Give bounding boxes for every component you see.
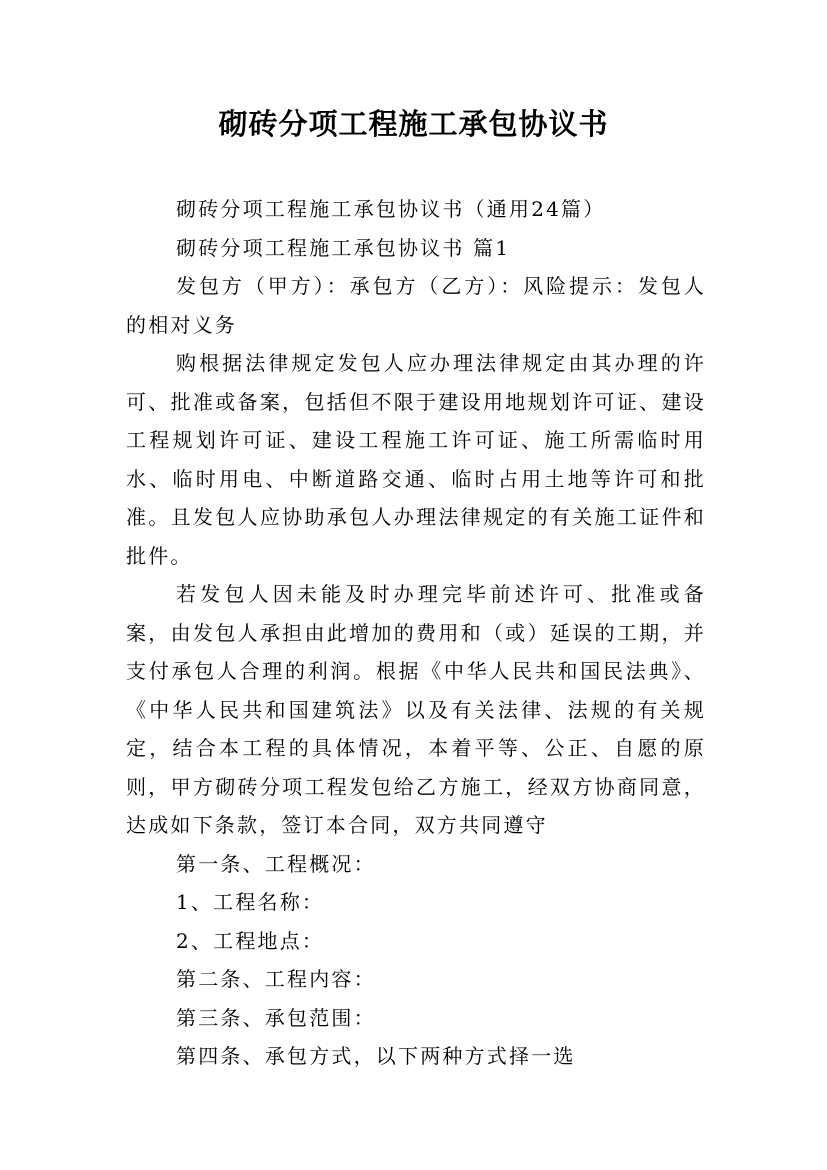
paragraph-subtitle: 砌砖分项工程施工承包协议书（通用24篇） — [176, 197, 606, 221]
project-name-item: 1、工程名称： — [176, 890, 325, 914]
article-4-heading: 第四条、承包方式，以下两种方式择一选 — [176, 1044, 576, 1068]
project-location-item: 2、工程地点： — [176, 928, 325, 953]
paragraph-liability: 若发包人因未能及时办理完毕前述许可、批准或备案，由发包人承担由此增加的费用和（或）延误的工期，并支付承包人合理的利润。根据《中华人民共和国民法典》、《中华人民共和国建筑法》以及有关法律、法规的有关规定，结合本工程的具体情况，本着平等、公正、自愿的原则，甲方砌砖分项工程发包给乙方施工，经双方协商同意，达成如下条款，签订本合同，双方共同遵守 — [126, 582, 706, 837]
paragraph-obligations: 购根据法律规定发包人应办理法律规定由其办理的许可、批准或备案，包括但不限于建设用地规划许可证、建设工程规划许可证、建设工程施工许可证、施工所需临时用水、临时用电、中断道路交通、临时占用土地等许可和批准。且发包人应协助承包人办理法律规定的有关施工证件和批件。 — [126, 351, 706, 568]
document-body — [126, 190, 706, 1076]
article-1-heading: 第一条、工程概况： — [176, 851, 376, 876]
paragraph-parties: 发包方（甲方）：承包方（乙方）：风险提示：发包人的相对义务 — [126, 274, 706, 337]
paragraph-chapter-heading: 砌砖分项工程施工承包协议书 篇1 — [176, 235, 511, 260]
document-title: 砌砖分项工程施工承包协议书 — [218, 107, 609, 141]
article-3-heading: 第三条、承包范围： — [176, 1005, 376, 1030]
article-2-heading: 第二条、工程内容： — [176, 967, 376, 991]
